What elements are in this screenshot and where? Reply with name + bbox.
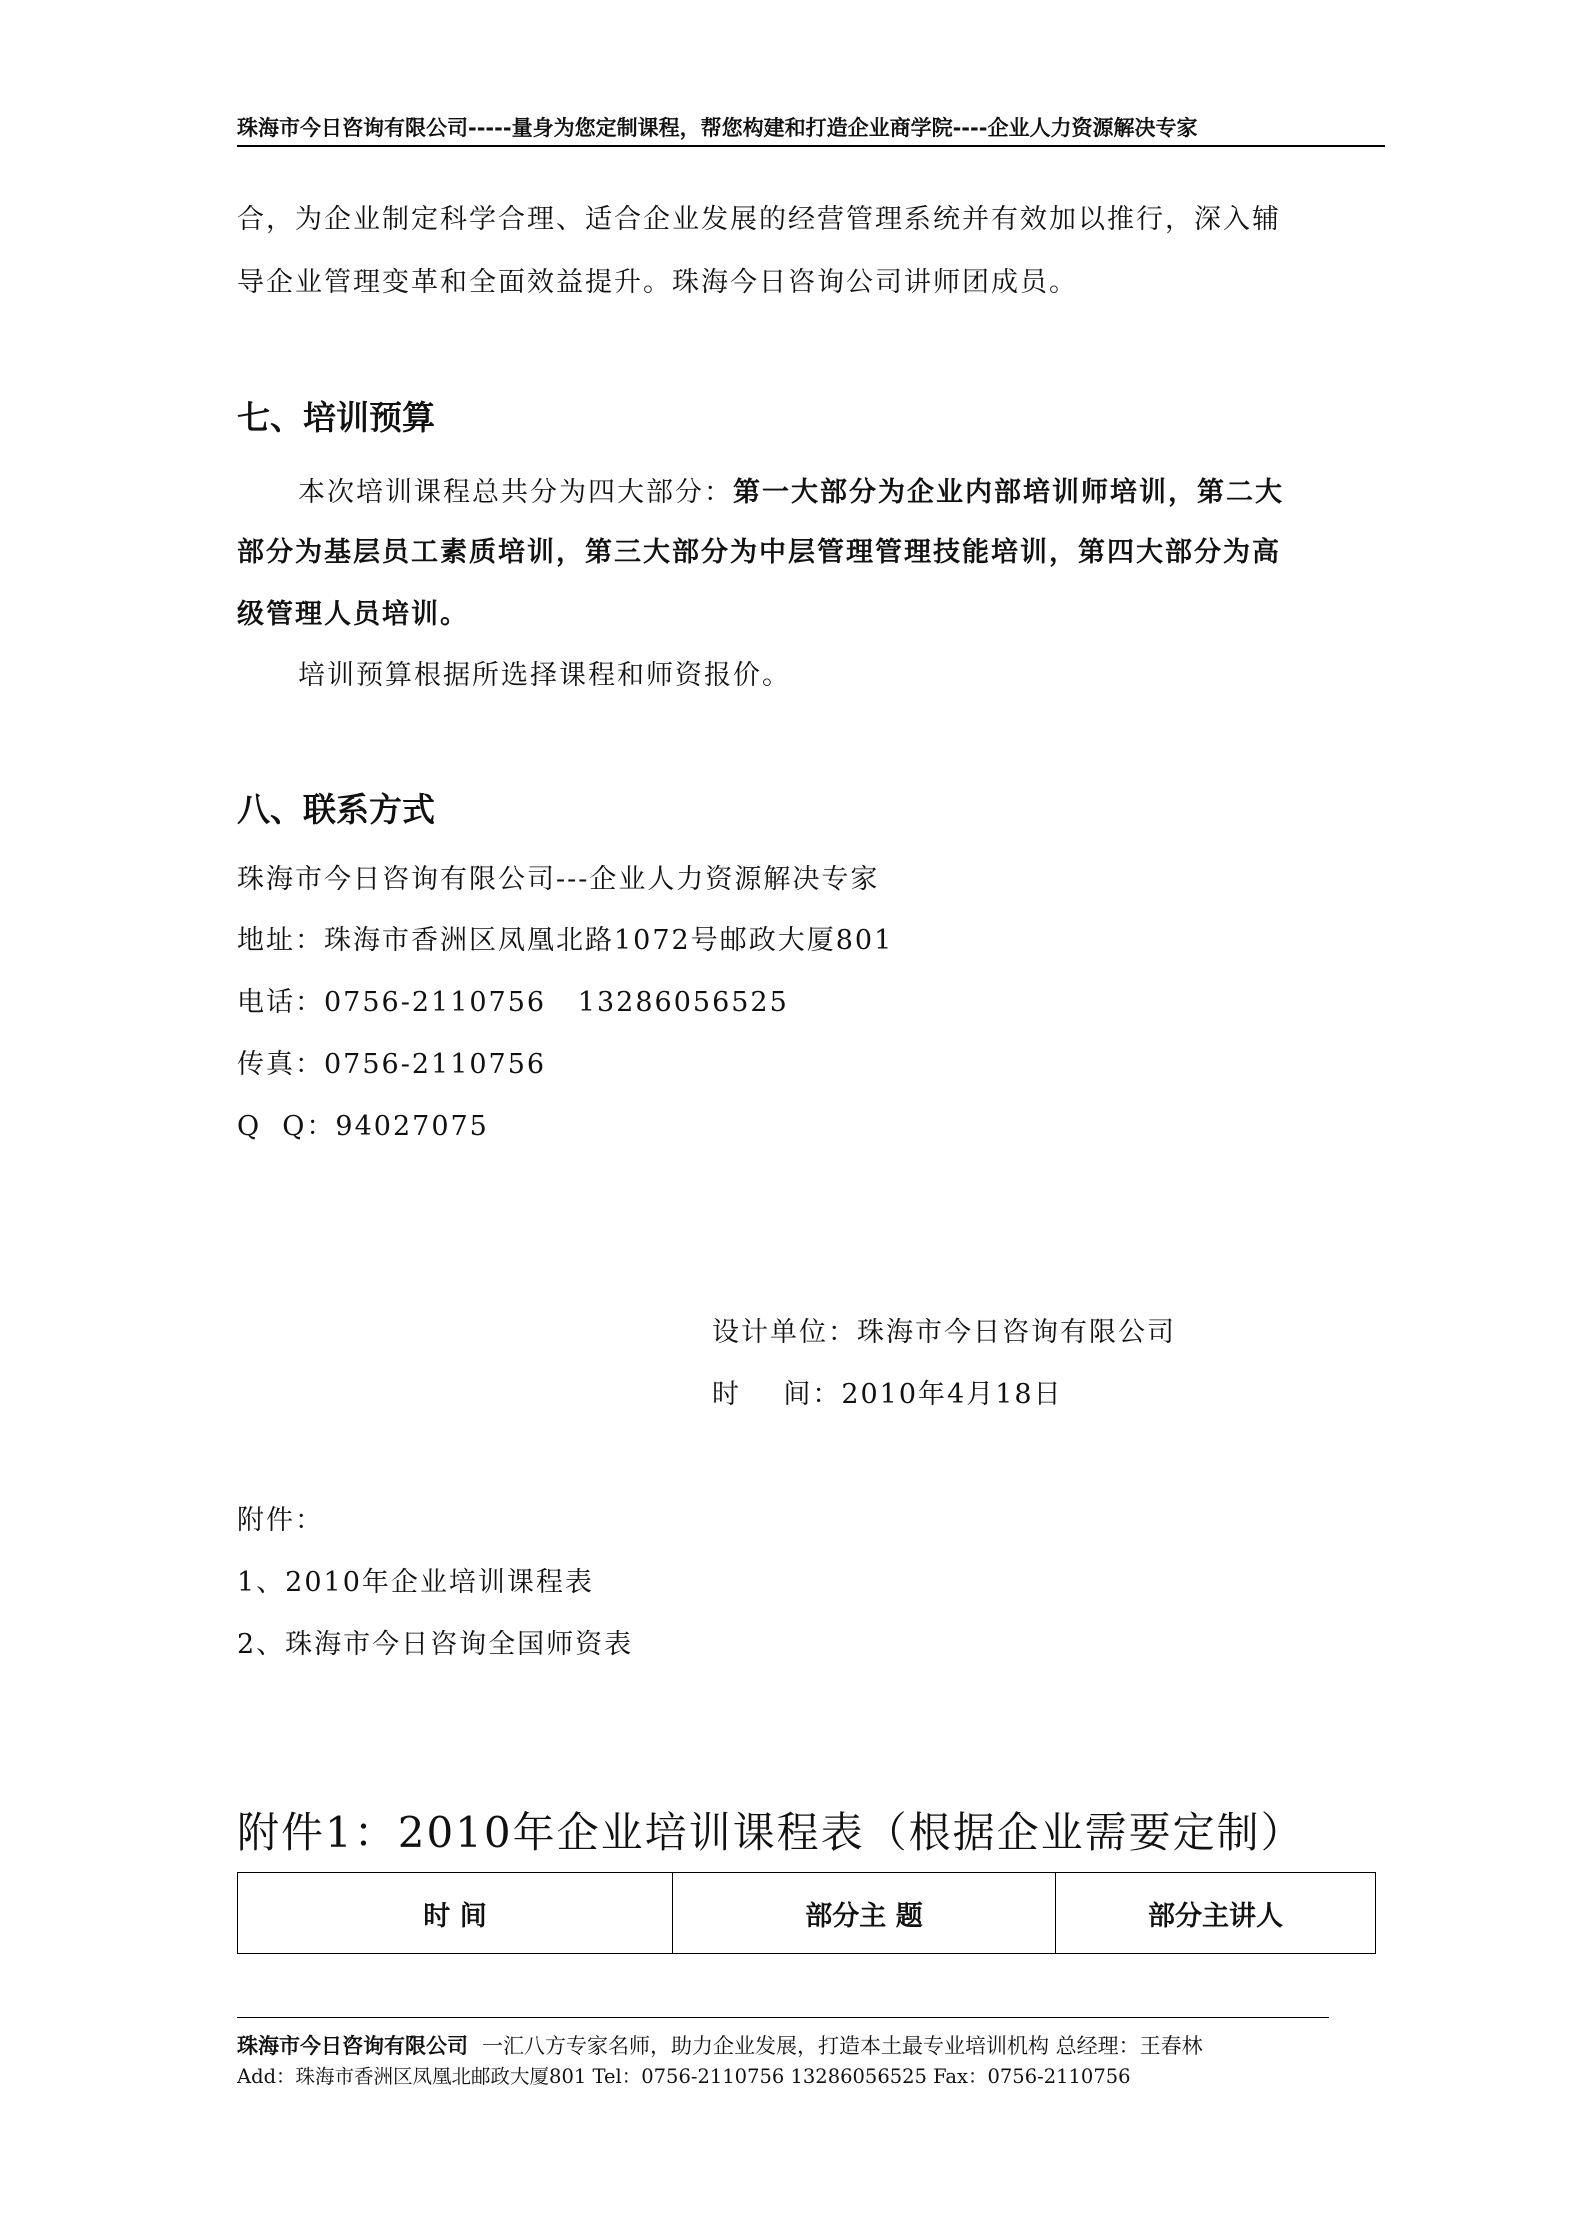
contact-address: 地址：珠海市香洲区凤凰北路1072号邮政大厦801	[237, 925, 894, 956]
attachment-item-2: 2、珠海市今日咨询全国师资表	[237, 1629, 634, 1660]
intro-line-1: 合，为企业制定科学合理、适合企业发展的经营管理系统并有效加以推行，深入辅	[237, 204, 1281, 235]
section-7-para-line-3: 级管理人员培训。	[237, 599, 469, 630]
section-8-heading: 八、联系方式	[237, 790, 435, 829]
attachment-item-1: 1、2010年企业培训课程表	[237, 1567, 594, 1598]
contact-qq: Q Q：94027075	[237, 1111, 489, 1142]
contact-company: 珠海市今日咨询有限公司---企业人力资源解决专家	[237, 864, 880, 895]
signature-date: 时 间：2010年4月18日	[712, 1379, 1063, 1410]
column-header-time: 时 间	[238, 1873, 673, 1954]
footer-company: 珠海市今日咨询有限公司	[237, 2034, 468, 2058]
table-header-row	[238, 1873, 1376, 1954]
contact-phone: 电话：0756-2110756 13286056525	[237, 987, 789, 1018]
page-header: 珠海市今日咨询有限公司-----量身为您定制课程，帮您构建和打造企业商学院----企业人力资源解决专家	[237, 116, 1198, 140]
signature-unit: 设计单位：珠海市今日咨询有限公司	[712, 1317, 1176, 1348]
section-7-plain-text: 本次培训课程总共分为四大部分：	[298, 477, 733, 508]
footer-line-1	[237, 2030, 1203, 2060]
section-7-heading: 七、培训预算	[237, 398, 435, 437]
footer-slogan: 一汇八方专家名师，助力企业发展，打造本土最专业培训机构 总经理：王春林	[482, 2034, 1203, 2058]
section-7-para-line-1	[298, 470, 1284, 509]
attachment-1-title: 附件1：2010年企业培训课程表（根据企业需要定制）	[237, 1808, 1305, 1857]
header-rule	[237, 145, 1385, 147]
section-7-para-2: 培训预算根据所选择课程和师资报价。	[298, 660, 791, 691]
course-table	[237, 1872, 1376, 1954]
intro-line-2: 导企业管理变革和全面效益提升。珠海今日咨询公司讲师团成员。	[237, 267, 1078, 298]
column-header-topic: 部分主 题	[673, 1873, 1056, 1954]
section-7-bold-text: 第一大部分为企业内部培训师培训，第二大	[733, 477, 1284, 508]
attachments-label: 附件：	[237, 1505, 324, 1536]
footer-contact: Add：珠海市香洲区凤凰北邮政大厦801 Tel：0756-2110756 13286056525 Fax：0756-2110756	[237, 2065, 1131, 2088]
section-7-para-line-2: 部分为基层员工素质培训，第三大部分为中层管理管理技能培训，第四大部分为高	[237, 537, 1281, 568]
footer-rule	[237, 2017, 1329, 2018]
contact-fax: 传真：0756-2110756	[237, 1049, 547, 1080]
column-header-lecturer: 部分主讲人	[1056, 1873, 1376, 1954]
